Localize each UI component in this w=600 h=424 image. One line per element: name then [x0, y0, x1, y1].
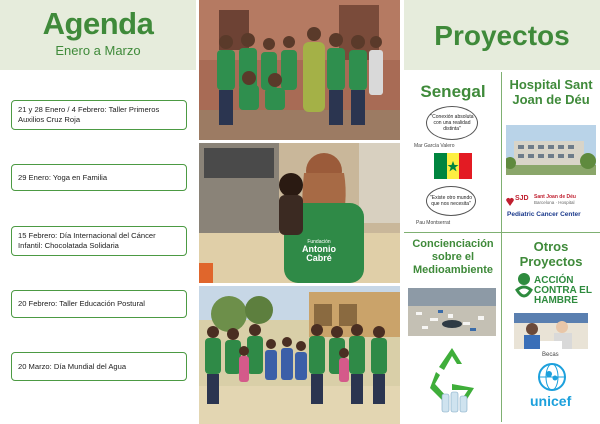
- accion-contra-el-hambre-logo-icon: [515, 272, 533, 302]
- hospital-building-photo: [506, 125, 596, 175]
- senegal-title: Senegal: [420, 82, 486, 101]
- sjd-heart-icon: [506, 194, 514, 204]
- group-photo-children: [199, 286, 400, 424]
- photo-volunteer-with-child: [199, 143, 400, 283]
- agenda-event: [11, 164, 187, 191]
- quote-bubble: "Conexión absoluta con una realidad distinta": [426, 106, 478, 140]
- pediatric-cancer-center: Pediatric Cancer Center: [507, 211, 581, 218]
- ach-line: ACCIÓN: [534, 275, 574, 286]
- event-date: 15 Febrero:: [18, 231, 58, 240]
- divider-vertical: [501, 72, 502, 422]
- event-date: 21 y 28 Enero / 4 Febrero:: [18, 105, 107, 114]
- recycle-icon: [422, 344, 482, 416]
- event-date: 20 Marzo:: [18, 361, 52, 371]
- shirt-logo-text: [302, 239, 336, 263]
- proyectos-header: [404, 0, 600, 70]
- event-text: Yoga en Familia: [50, 172, 108, 182]
- agenda-event: [11, 226, 187, 256]
- agenda-header: [0, 0, 196, 70]
- divider-horizontal: [404, 232, 600, 233]
- medioambiente-title: Concienciación sobre el Medioambiente: [412, 238, 494, 276]
- ach-line: CONTRA EL: [534, 285, 592, 296]
- group-photo-volunteers: [199, 0, 400, 140]
- shirt-text-line: Antonio: [302, 244, 336, 254]
- event-text: Día Internacional del Cáncer Infantil: Chocolatada Solidaria: [18, 231, 156, 250]
- quote-author: Pau Montserrat: [416, 220, 451, 226]
- event-text: Día Mundial del Agua: [51, 361, 127, 371]
- agenda-event: [11, 352, 187, 381]
- sjd-logo-name: Sant Joan de Déu: [534, 194, 576, 200]
- sjd-logo-text: SJD: [515, 195, 529, 202]
- agenda-subtitle: Enero a Marzo: [55, 43, 141, 58]
- sjd-logo-sub: Barcelona · Hospital: [534, 200, 575, 205]
- photo-column: [199, 0, 400, 424]
- becas-photo: [514, 313, 588, 349]
- event-date: 20 Febrero:: [18, 299, 58, 308]
- accion-contra-el-hambre-text: [534, 276, 592, 306]
- agenda-event: [11, 100, 187, 130]
- quote-bubble: "Existe otro mundo que nos necesita": [426, 186, 476, 216]
- quote-author: Mar García Valero: [414, 143, 455, 149]
- agenda-panel: [0, 0, 196, 424]
- proyectos-title: Proyectos: [434, 20, 570, 51]
- senegal-flag: [434, 153, 472, 179]
- shirt-text-line: Fundación: [307, 239, 331, 245]
- event-text: Taller Educación Postural: [57, 299, 145, 308]
- event-date: 29 Enero:: [18, 172, 51, 182]
- otros-proyectos-title: Otros Proyectos: [519, 239, 583, 269]
- shirt-text-line: Cabré: [306, 253, 332, 263]
- becas-caption: Becas: [542, 352, 559, 358]
- agenda-title: Agenda: [42, 6, 154, 41]
- agenda-event: [11, 290, 187, 318]
- unicef-globe-icon: [535, 362, 569, 392]
- event-text: Taller Primeros Auxilios Cruz Roja: [18, 105, 160, 124]
- proyectos-panel: [404, 0, 600, 424]
- ach-line: HAMBRE: [534, 295, 578, 306]
- unicef-logo-text: unicef: [530, 393, 572, 409]
- beach-pollution-photo: [408, 288, 496, 336]
- hospital-title: Hospital Sant Joan de Déu: [509, 77, 593, 107]
